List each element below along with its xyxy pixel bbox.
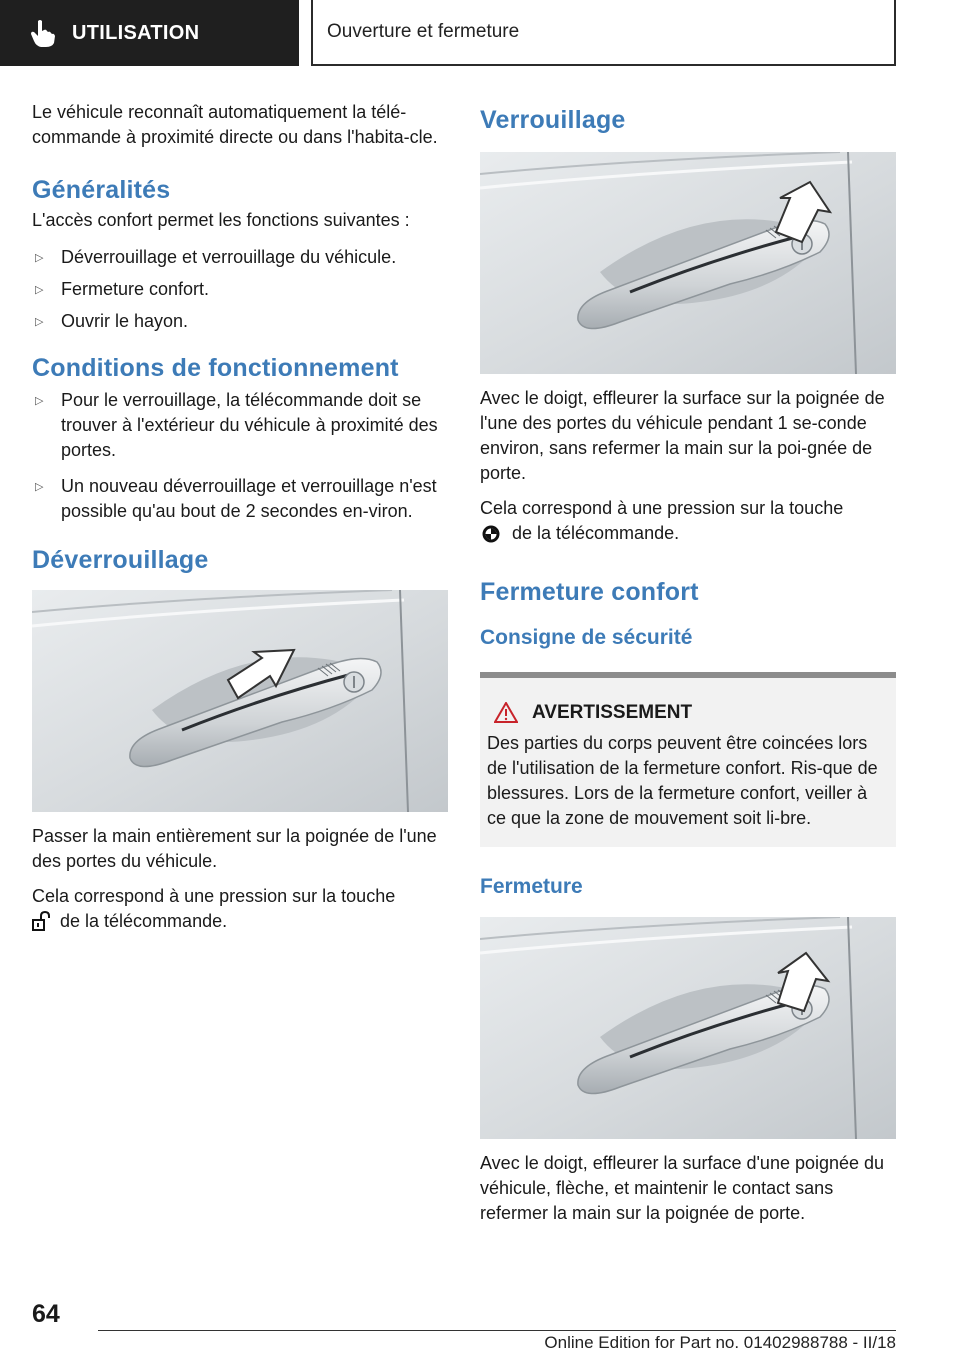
unlock-icon <box>32 911 50 931</box>
heading-deverrouillage: Déverrouillage <box>32 546 209 574</box>
triangle-bullet-icon: ▷ <box>35 395 44 407</box>
heading-conditions: Conditions de fonctionnement <box>32 354 399 382</box>
generalites-list <box>32 245 448 334</box>
triangle-bullet-icon: ▷ <box>35 284 44 296</box>
section-tab[interactable] <box>0 0 299 66</box>
bmw-logo-icon <box>482 525 500 543</box>
right-column <box>480 100 896 1236</box>
door-handle-lock-image <box>480 152 896 374</box>
heading-verrouillage: Verrouillage <box>480 106 626 134</box>
list-item: ▷ Pour le verrouillage, la télécommande doit se trouver à l'extérieur du véhicule à proximité des portes. <box>35 390 438 460</box>
door-handle-close-image <box>480 917 896 1139</box>
hand-pointer-icon <box>30 19 56 47</box>
triangle-bullet-icon: ▷ <box>35 481 44 493</box>
heading-consigne: Consigne de sécurité <box>480 626 693 649</box>
triangle-bullet-icon: ▷ <box>35 252 44 264</box>
footer-divider <box>98 1330 896 1331</box>
warning-title: AVERTISSEMENT <box>487 700 888 725</box>
door-handle-unlock-image <box>32 590 448 812</box>
edition-footer: Online Edition for Part no. 01402988788 - II/18 <box>544 1333 896 1352</box>
section-title: UTILISATION <box>72 21 200 44</box>
warning-text: Des parties du corps peuvent être coincées lors de l'utilisation de la fermeture confort. Ris-que de blessures. Lors de la fermeture confort, veiller à ce que la zone de mouvement soit li-bre. <box>487 733 878 828</box>
left-column <box>32 100 448 944</box>
conditions-list <box>32 388 448 524</box>
fermeture-text: Avec le doigt, effleurer la surface d'une poignée du véhicule, flèche, et maintenir le contact sans refermer la main sur la poignée de porte. <box>480 1153 885 1223</box>
generalites-intro: L'accès confort permet les fonctions suivantes : <box>32 210 410 230</box>
heading-fermeture-confort: Fermeture confort <box>480 578 699 606</box>
heading-generalites: Généralités <box>32 176 171 204</box>
triangle-bullet-icon: ▷ <box>35 316 44 328</box>
heading-fermeture: Fermeture <box>480 875 583 898</box>
deverrouillage-text-2: Cela correspond à une pression sur la touche de la télécommande. <box>32 886 396 931</box>
list-item: ▷ Déverrouillage et verrouillage du véhicule. <box>32 245 448 270</box>
verrouillage-text-2: Cela correspond à une pression sur la touche de la télécommande. <box>480 498 844 543</box>
verrouillage-text: Avec le doigt, effleurer la surface sur la poignée de l'une des portes du véhicule pendant 1 se-conde environ, sans refermer la main sur la poi-gnée de porte. <box>480 388 885 483</box>
warning-box <box>480 672 896 847</box>
page-header <box>0 0 960 66</box>
list-item: ▷ Un nouveau déverrouillage et verrouillage n'est possible qu'au bout de 2 secondes en-viron. <box>35 476 437 521</box>
list-item: ▷ Fermeture confort. <box>32 277 448 302</box>
chapter-title: Ouverture et fermeture <box>311 0 896 66</box>
deverrouillage-text: Passer la main entièrement sur la poignée de l'une des portes du véhicule. <box>32 826 437 871</box>
page-number: 64 <box>32 1300 60 1328</box>
list-item: ▷ Ouvrir le hayon. <box>32 309 448 334</box>
warning-triangle-icon <box>494 702 518 723</box>
intro-paragraph: Le véhicule reconnaît automatiquement la télé-commande à proximité directe ou dans l'habita-cle. <box>32 102 438 147</box>
